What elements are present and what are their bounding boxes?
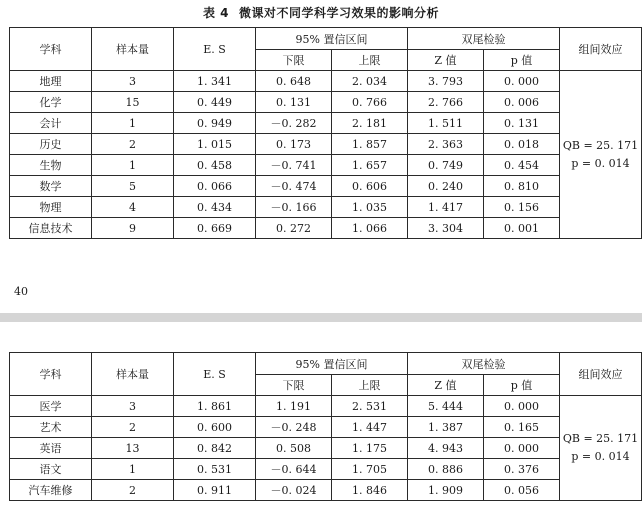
table-title: 微课对不同学科学习效果的影响分析: [239, 6, 440, 20]
cell-ci-upper: 1. 035: [332, 197, 408, 218]
cell-sample-size: 5: [92, 176, 174, 197]
cell-ci-lower: 0. 131: [256, 92, 332, 113]
cell-sample-size: 2: [92, 417, 174, 438]
table-row: [10, 155, 642, 176]
table-row: [10, 71, 642, 92]
cell-ci-upper: 0. 606: [332, 176, 408, 197]
cell-ci-upper: 2. 531: [332, 396, 408, 417]
cell-effect-size: 0. 911: [174, 480, 256, 501]
cell-effect-size: 0. 531: [174, 459, 256, 480]
cell-subject: 历史: [10, 134, 92, 155]
cell-z-value: 1. 417: [408, 197, 484, 218]
cell-p-value: 0. 000: [484, 71, 560, 92]
header-row: [10, 353, 642, 375]
cell-p-value: 0. 454: [484, 155, 560, 176]
cell-ci-lower: －0. 248: [256, 417, 332, 438]
effect-table-bottom: [9, 352, 642, 501]
cell-ci-upper: 1. 657: [332, 155, 408, 176]
cell-ci-lower: 0. 272: [256, 218, 332, 239]
cell-ci-upper: 1. 066: [332, 218, 408, 239]
cell-z-value: 0. 749: [408, 155, 484, 176]
cell-effect-size: 0. 458: [174, 155, 256, 176]
cell-ci-lower: －0. 474: [256, 176, 332, 197]
cell-subject: 信息技术: [10, 218, 92, 239]
cell-subject: 生物: [10, 155, 92, 176]
cell-sample-size: 2: [92, 480, 174, 501]
cell-sample-size: 1: [92, 155, 174, 176]
cell-subject: 艺术: [10, 417, 92, 438]
table-row: [10, 134, 642, 155]
table-row: [10, 113, 642, 134]
page-number: 40: [14, 285, 28, 298]
header-two-tailed-test: 双尾检验: [408, 28, 560, 50]
cell-p-value: 0. 056: [484, 480, 560, 501]
cell-p-value: 0. 006: [484, 92, 560, 113]
cell-subject: 数学: [10, 176, 92, 197]
cell-p-value: 0. 018: [484, 134, 560, 155]
header-row: [10, 28, 642, 50]
cell-ci-lower: 1. 191: [256, 396, 332, 417]
header-effect-size: E. S: [174, 28, 256, 71]
header-subject: 学科: [10, 28, 92, 71]
cell-effect-size: 1. 341: [174, 71, 256, 92]
cell-sample-size: 2: [92, 134, 174, 155]
cell-ci-upper: 2. 034: [332, 71, 408, 92]
cell-ci-lower: 0. 173: [256, 134, 332, 155]
between-group-q: QB = 25. 171: [562, 432, 639, 445]
cell-p-value: 0. 000: [484, 438, 560, 459]
table-number: 表 4: [202, 6, 229, 20]
cell-subject: 汽车维修: [10, 480, 92, 501]
effect-table-top: [9, 27, 642, 239]
header-sample-size: 样本量: [92, 353, 174, 396]
cell-ci-lower: 0. 508: [256, 438, 332, 459]
header-ci-lower: 下限: [256, 50, 332, 71]
cell-subject: 会计: [10, 113, 92, 134]
cell-effect-size: 0. 434: [174, 197, 256, 218]
cell-p-value: 0. 376: [484, 459, 560, 480]
cell-subject: 医学: [10, 396, 92, 417]
header-between-group-effect: 组间效应: [560, 28, 642, 71]
header-confidence-interval: 95% 置信区间: [256, 28, 408, 50]
cell-z-value: 4. 943: [408, 438, 484, 459]
cell-z-value: 0. 886: [408, 459, 484, 480]
cell-sample-size: 1: [92, 113, 174, 134]
cell-p-value: 0. 000: [484, 396, 560, 417]
cell-sample-size: 3: [92, 71, 174, 92]
cell-effect-size: 0. 842: [174, 438, 256, 459]
table-row: [10, 396, 642, 417]
table-caption: [0, 4, 642, 21]
table-row: [10, 176, 642, 197]
cell-z-value: 1. 511: [408, 113, 484, 134]
table-row: [10, 197, 642, 218]
header-ci-lower: 下限: [256, 375, 332, 396]
cell-p-value: 0. 165: [484, 417, 560, 438]
table-row: [10, 417, 642, 438]
header-subject: 学科: [10, 353, 92, 396]
cell-z-value: 5. 444: [408, 396, 484, 417]
cell-z-value: 3. 793: [408, 71, 484, 92]
cell-ci-lower: －0. 166: [256, 197, 332, 218]
cell-ci-upper: 1. 846: [332, 480, 408, 501]
between-group-q: QB = 25. 171: [562, 138, 639, 152]
cell-ci-lower: －0. 644: [256, 459, 332, 480]
header-confidence-interval: 95% 置信区间: [256, 353, 408, 375]
cell-ci-upper: 1. 447: [332, 417, 408, 438]
cell-z-value: 2. 766: [408, 92, 484, 113]
cell-sample-size: 1: [92, 459, 174, 480]
cell-ci-lower: 0. 648: [256, 71, 332, 92]
header-p-value: p 值: [484, 375, 560, 396]
cell-effect-size: 0. 449: [174, 92, 256, 113]
cell-ci-upper: 1. 705: [332, 459, 408, 480]
cell-sample-size: 3: [92, 396, 174, 417]
cell-sample-size: 9: [92, 218, 174, 239]
cell-p-value: 0. 131: [484, 113, 560, 134]
cell-ci-upper: 0. 766: [332, 92, 408, 113]
table-row: [10, 438, 642, 459]
table-body: [10, 353, 642, 501]
cell-z-value: 1. 387: [408, 417, 484, 438]
cell-effect-size: 0. 669: [174, 218, 256, 239]
cell-ci-upper: 1. 857: [332, 134, 408, 155]
cell-subject: 化学: [10, 92, 92, 113]
cell-p-value: 0. 810: [484, 176, 560, 197]
cell-effect-size: 0. 949: [174, 113, 256, 134]
table-row: [10, 92, 642, 113]
cell-ci-upper: 1. 175: [332, 438, 408, 459]
cell-sample-size: 15: [92, 92, 174, 113]
between-group-p: p = 0. 014: [571, 156, 630, 170]
between-group-effect-cell: [560, 396, 642, 501]
cell-sample-size: 13: [92, 438, 174, 459]
cell-z-value: 3. 304: [408, 218, 484, 239]
cell-subject: 语文: [10, 459, 92, 480]
header-p-value: p 值: [484, 50, 560, 71]
cell-effect-size: 1. 015: [174, 134, 256, 155]
header-ci-upper: 上限: [332, 50, 408, 71]
cell-p-value: 0. 001: [484, 218, 560, 239]
header-z-value: Z 值: [408, 375, 484, 396]
cell-subject: 地理: [10, 71, 92, 92]
table-row: [10, 218, 642, 239]
page-separator: [0, 313, 642, 322]
cell-subject: 英语: [10, 438, 92, 459]
cell-effect-size: 0. 066: [174, 176, 256, 197]
header-two-tailed-test: 双尾检验: [408, 353, 560, 375]
header-ci-upper: 上限: [332, 375, 408, 396]
cell-sample-size: 4: [92, 197, 174, 218]
cell-effect-size: 1. 861: [174, 396, 256, 417]
between-group-effect-cell: [560, 71, 642, 239]
cell-effect-size: 0. 600: [174, 417, 256, 438]
table-row: [10, 459, 642, 480]
header-z-value: Z 值: [408, 50, 484, 71]
cell-p-value: 0. 156: [484, 197, 560, 218]
cell-ci-lower: －0. 741: [256, 155, 332, 176]
header-sample-size: 样本量: [92, 28, 174, 71]
cell-ci-upper: 2. 181: [332, 113, 408, 134]
cell-ci-lower: －0. 282: [256, 113, 332, 134]
between-group-p: p = 0. 014: [571, 450, 630, 463]
cell-z-value: 0. 240: [408, 176, 484, 197]
cell-z-value: 1. 909: [408, 480, 484, 501]
cell-z-value: 2. 363: [408, 134, 484, 155]
cell-ci-lower: －0. 024: [256, 480, 332, 501]
cell-subject: 物理: [10, 197, 92, 218]
table-row: [10, 480, 642, 501]
table-body: [10, 28, 642, 239]
header-between-group-effect: 组间效应: [560, 353, 642, 396]
header-effect-size: E. S: [174, 353, 256, 396]
